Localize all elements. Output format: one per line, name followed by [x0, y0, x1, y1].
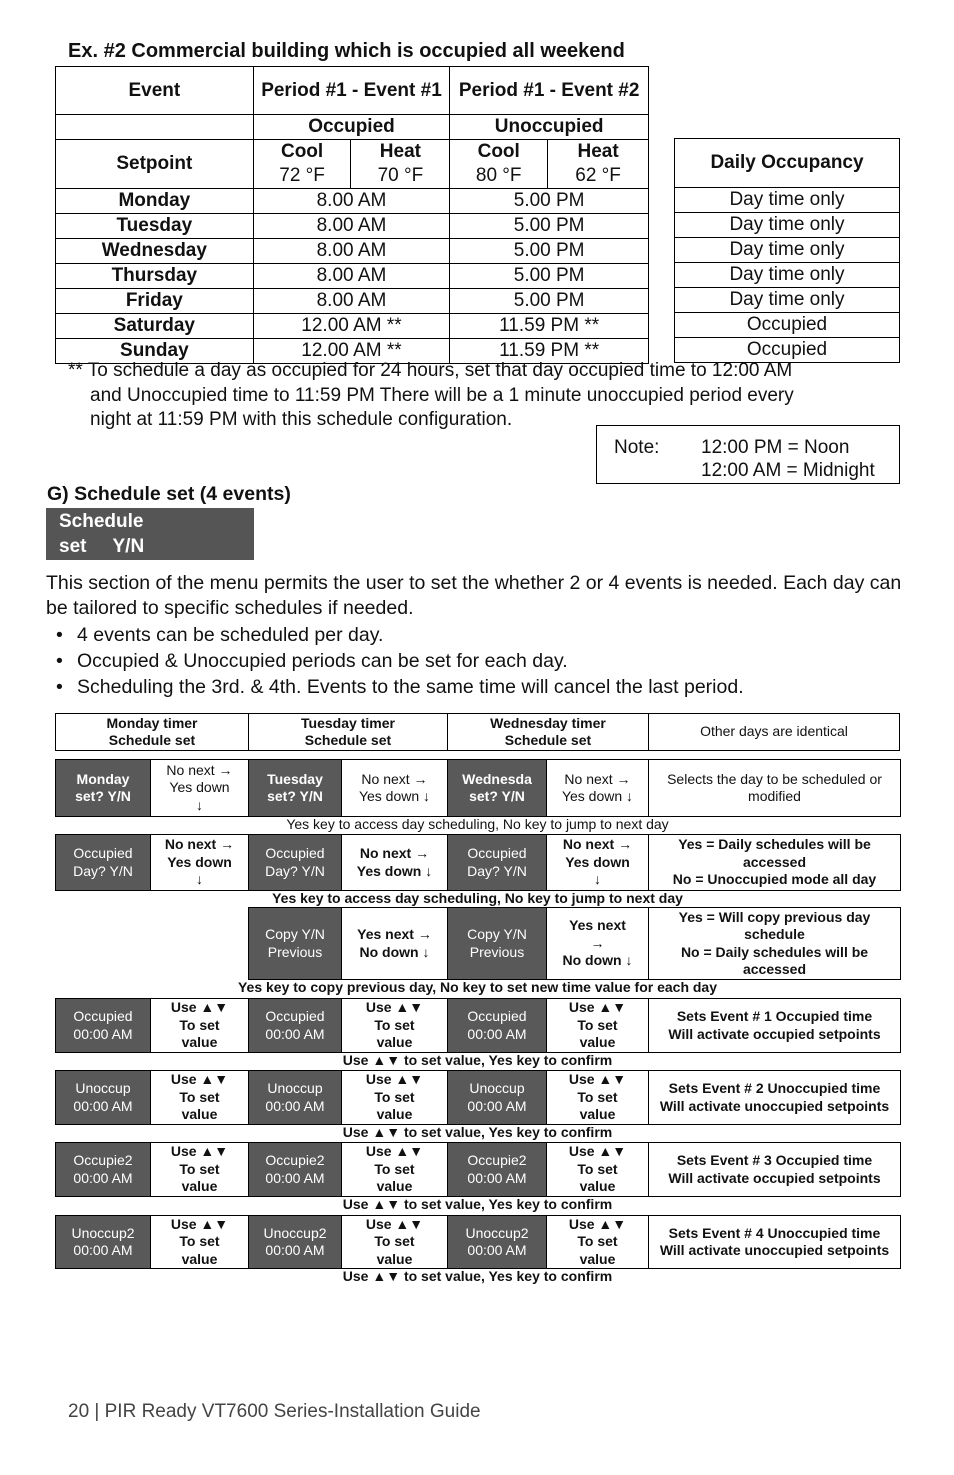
display-cell-text: Monday set? Y/N: [75, 770, 131, 804]
footnote: [68, 359, 888, 433]
day-label: Friday: [56, 289, 254, 314]
event1-time: 8.00 AM: [253, 214, 450, 239]
key-action-cell: [341, 998, 448, 1053]
display-cell: [55, 1142, 151, 1197]
occupancy-value: Day time only: [675, 213, 900, 238]
key-action-cell-text: Use ▲▼ To set value: [170, 999, 229, 1051]
table-row: [56, 239, 649, 264]
key-action-cell: [341, 759, 448, 817]
day-label: Monday: [56, 189, 254, 214]
description-cell: [648, 907, 901, 980]
table-row: [675, 288, 900, 313]
description-cell: [648, 1142, 901, 1197]
row-caption: Use ▲▼ to set value, Yes key to confirm: [342, 1124, 613, 1140]
description-cell-text: Sets Event # 3 Occupied time Will activate occupied setpoints: [668, 1152, 881, 1186]
description-cell: [648, 998, 901, 1053]
display-cell-text: Occupie2 00:00 AM: [265, 1152, 325, 1186]
key-action-cell-text: Use ▲▼ To set value: [170, 1071, 229, 1123]
heat-label: Heat: [577, 141, 619, 162]
display-cell-text: Occupie2 00:00 AM: [73, 1152, 133, 1186]
display-cell: [248, 998, 342, 1053]
row-caption: Yes key to copy previous day, No key to set new time value for each day: [237, 979, 718, 995]
display-cell-text: Unoccup2 00:00 AM: [465, 1224, 529, 1258]
display-cell: [248, 907, 342, 980]
key-action-cell-text: No next → Yes down ↓: [562, 836, 633, 888]
display-cell: [248, 834, 342, 891]
row-caption: Use ▲▼ to set value, Yes key to confirm: [342, 1196, 613, 1212]
display-cell-text: Unoccup2 00:00 AM: [263, 1224, 327, 1258]
key-action-cell-text: Use ▲▼ To set value: [568, 1071, 627, 1123]
day-label: Saturday: [56, 314, 254, 339]
footnote-line3: night at 11:59 PM with this schedule configuration.: [90, 409, 513, 430]
occupancy-value: Day time only: [675, 263, 900, 288]
event2-time: 11.59 PM **: [450, 339, 649, 364]
description-cell: [648, 1070, 901, 1125]
description-cell-text: Yes = Daily schedules will be accessed No = Unoccupied mode all day: [672, 836, 877, 888]
display-cell-text: Occupied 00:00 AM: [467, 1008, 527, 1042]
key-action-cell: [341, 1215, 448, 1269]
row-caption: Use ▲▼ to set value, Yes key to confirm: [342, 1052, 613, 1068]
key-action-cell-text: No next → Yes down ↓: [166, 761, 233, 813]
display-cell: [248, 1215, 342, 1269]
description-cell-text: Selects the day to be scheduled or modified: [667, 770, 882, 804]
display-cell: [447, 998, 547, 1053]
key-action-cell: [341, 907, 448, 980]
key-action-cell: [341, 834, 448, 891]
footnote-line1: ** To schedule a day as occupied for 24 hours, set that day occupied time to 12:00 AM: [68, 360, 793, 381]
occupancy-value: Day time only: [675, 238, 900, 263]
daily-occupancy-header: Daily Occupancy: [675, 139, 900, 188]
key-action-cell-text: Yes next → No down ↓: [357, 926, 432, 960]
display-cell: [447, 1142, 547, 1197]
description-cell: [648, 1215, 901, 1269]
bullet-item: • 4 events can be scheduled per day.: [56, 622, 744, 648]
event1-time: 8.00 AM: [253, 264, 450, 289]
display-cell-text: Unoccup 00:00 AM: [73, 1080, 133, 1114]
display-cell: [447, 834, 547, 891]
cool1-value: 72 °F: [279, 165, 325, 186]
table-row: [56, 314, 649, 339]
event2-time: 5.00 PM: [450, 289, 649, 314]
timer-header-text: Wednesday timer Schedule set: [490, 714, 606, 748]
occupancy-value: Occupied: [675, 313, 900, 338]
display-cell-text: Copy Y/N Previous: [265, 926, 325, 960]
table-row: [675, 313, 900, 338]
display-cell: [55, 1070, 151, 1125]
timer-header-text: Monday timer Schedule set: [106, 714, 198, 748]
display-cell: [248, 1070, 342, 1125]
table-row: [675, 238, 900, 263]
event2-time: 5.00 PM: [450, 189, 649, 214]
schedule-set-line2: set Y/N: [59, 536, 145, 557]
key-action-cell: [546, 998, 649, 1053]
occupancy-rows: [675, 188, 900, 363]
schedule-set-display: [46, 508, 254, 560]
table-row: [675, 188, 900, 213]
key-action-cell-text: No next → Yes down ↓: [561, 770, 634, 804]
display-cell: [447, 907, 547, 980]
bullet-item: • Scheduling the 3rd. & 4th. Events to the same time will cancel the last period.: [56, 674, 744, 700]
key-action-cell-text: No next → Yes down ↓: [358, 770, 431, 804]
setpoint-header: Setpoint: [56, 140, 254, 189]
note-midnight: 12:00 AM = Midnight: [701, 460, 875, 481]
table-row: [675, 263, 900, 288]
timer-header: [55, 713, 249, 751]
occupancy-value: Day time only: [675, 288, 900, 313]
heat-label: Heat: [379, 141, 421, 162]
day-label: Thursday: [56, 264, 254, 289]
display-cell: [55, 998, 151, 1053]
timer-header-text: Tuesday timer Schedule set: [301, 714, 395, 748]
key-action-cell: [150, 834, 249, 891]
occupancy-value: Day time only: [675, 188, 900, 213]
event1-time: 8.00 AM: [253, 239, 450, 264]
event2-time: 5.00 PM: [450, 239, 649, 264]
display-cell-text: Occupied Day? Y/N: [265, 845, 325, 879]
row-caption: Use ▲▼ to set value, Yes key to confirm: [342, 1268, 613, 1284]
display-cell-text: Occupied 00:00 AM: [73, 1008, 133, 1042]
display-cell: [447, 1070, 547, 1125]
schedule-set-line1: Schedule: [59, 511, 144, 532]
display-cell-text: Tuesday set? Y/N: [267, 770, 323, 804]
key-action-cell-text: Yes next → No down ↓: [562, 917, 633, 969]
display-cell: [248, 759, 342, 817]
description-cell-text: Yes = Will copy previous day schedule No = Daily schedules will be accessed: [678, 908, 871, 977]
note-noon: 12:00 PM = Noon: [701, 437, 850, 458]
heat2-cell: [548, 140, 649, 189]
cool-label: Cool: [280, 141, 324, 162]
key-action-cell-text: No next → Yes down ↓: [356, 845, 433, 879]
event2-time: 11.59 PM **: [450, 314, 649, 339]
key-action-cell: [150, 998, 249, 1053]
unoccupied-header: Unoccupied: [450, 115, 649, 140]
bullet-item: • Occupied & Unoccupied periods can be set for each day.: [56, 648, 744, 674]
table-row: [56, 189, 649, 214]
table-row: [56, 214, 649, 239]
day-label: Sunday: [56, 339, 254, 364]
section-paragraph: This section of the menu permits the user to set the whether 2 or 4 events is needed. Each day can be tailored to specific schedules if needed.: [46, 572, 902, 619]
key-action-cell-text: Use ▲▼ To set value: [170, 1215, 229, 1267]
display-cell-text: Occupied Day? Y/N: [73, 845, 133, 879]
display-cell-text: Unoccup 00:00 AM: [467, 1080, 527, 1114]
example-schedule-table: [55, 66, 649, 364]
display-cell-text: Wednesda set? Y/N: [462, 770, 532, 804]
key-action-cell: [546, 834, 649, 891]
description-cell: [648, 834, 901, 891]
occupied-header: Occupied: [253, 115, 450, 140]
key-action-cell-text: Use ▲▼ To set value: [568, 1215, 627, 1267]
row-caption: Yes key to access day scheduling, No key to jump to next day: [272, 890, 683, 906]
timer-header: [248, 713, 448, 751]
table-row: [675, 213, 900, 238]
day-label: Tuesday: [56, 214, 254, 239]
description-cell-text: Sets Event # 1 Occupied time Will activate occupied setpoints: [668, 1008, 881, 1042]
event1-time: 8.00 AM: [253, 189, 450, 214]
key-action-cell: [150, 759, 249, 817]
key-action-cell: [546, 907, 649, 980]
key-action-cell-text: Use ▲▼ To set value: [365, 1071, 424, 1123]
heat2-value: 62 °F: [575, 165, 621, 186]
timer-header: [447, 713, 649, 751]
table-row: [56, 289, 649, 314]
event1-time: 8.00 AM: [253, 289, 450, 314]
description-cell-text: Sets Event # 2 Unoccupied time Will activate unoccupied setpoints: [659, 1080, 890, 1114]
period-event1-header: Period #1 - Event #1: [253, 67, 450, 115]
day-label: Wednesday: [56, 239, 254, 264]
key-action-cell: [546, 1215, 649, 1269]
description-cell: [648, 759, 901, 817]
key-action-cell: [546, 1070, 649, 1125]
page-footer: 20 | PIR Ready VT7600 Series-Installation Guide: [68, 1401, 481, 1422]
display-cell: [248, 1142, 342, 1197]
display-cell: [447, 1215, 547, 1269]
display-cell-text: Unoccup 00:00 AM: [265, 1080, 325, 1114]
display-cell-text: Copy Y/N Previous: [467, 926, 527, 960]
key-action-cell-text: Use ▲▼ To set value: [568, 999, 627, 1051]
cool-label: Cool: [477, 141, 520, 162]
display-cell-text: Occupied Day? Y/N: [467, 845, 527, 879]
key-action-cell-text: Use ▲▼ To set value: [170, 1143, 229, 1195]
display-cell: [55, 759, 151, 817]
description-cell-text: Sets Event # 4 Unoccupied time Will activate unoccupied setpoints: [659, 1224, 890, 1258]
event2-time: 5.00 PM: [450, 264, 649, 289]
key-action-cell: [546, 1142, 649, 1197]
key-action-cell-text: No next → Yes down ↓: [164, 836, 235, 888]
event1-time: 12.00 AM **: [253, 339, 450, 364]
display-cell: [55, 834, 151, 891]
key-action-cell: [150, 1070, 249, 1125]
key-action-cell: [546, 759, 649, 817]
display-cell-text: Occupied 00:00 AM: [265, 1008, 325, 1042]
event1-time: 12.00 AM **: [253, 314, 450, 339]
note-label: Note:: [614, 437, 660, 458]
daily-occupancy-table: [674, 138, 900, 363]
day-rows: [56, 189, 649, 364]
note-box: [596, 425, 900, 484]
key-action-cell: [150, 1142, 249, 1197]
event-header: Event: [56, 67, 254, 115]
cool1-cell: [253, 140, 351, 189]
row-caption: Yes key to access day scheduling, No key to jump to next day: [286, 816, 669, 832]
cool2-value: 80 °F: [475, 165, 522, 186]
blank-cell: [56, 115, 254, 140]
heat1-value: 70 °F: [377, 165, 424, 186]
timer-header: [648, 713, 900, 751]
example-title: Ex. #2 Commercial building which is occupied all weekend: [68, 40, 625, 62]
table-row: [56, 264, 649, 289]
display-cell-text: Occupie2 00:00 AM: [467, 1152, 527, 1186]
bullet-list: [56, 622, 744, 700]
period-event2-header: Period #1 - Event #2: [450, 67, 649, 115]
heat1-cell: [351, 140, 450, 189]
key-action-cell: [341, 1070, 448, 1125]
event2-time: 5.00 PM: [450, 214, 649, 239]
section-title: G) Schedule set (4 events): [47, 483, 291, 505]
occupancy-value: Occupied: [675, 338, 900, 363]
display-cell-text: Unoccup2 00:00 AM: [71, 1224, 135, 1258]
footnote-line2: and Unoccupied time to 11:59 PM There will be a 1 minute unoccupied period every: [90, 384, 794, 406]
timer-header-text: Other days are identical: [700, 723, 848, 740]
key-action-cell: [150, 1215, 249, 1269]
cool2-cell: [450, 140, 548, 189]
key-action-cell-text: Use ▲▼ To set value: [365, 1215, 424, 1267]
key-action-cell-text: Use ▲▼ To set value: [365, 1143, 424, 1195]
key-action-cell-text: Use ▲▼ To set value: [568, 1143, 627, 1195]
display-cell: [447, 759, 547, 817]
key-action-cell-text: Use ▲▼ To set value: [365, 999, 424, 1051]
display-cell: [55, 1215, 151, 1269]
key-action-cell: [341, 1142, 448, 1197]
